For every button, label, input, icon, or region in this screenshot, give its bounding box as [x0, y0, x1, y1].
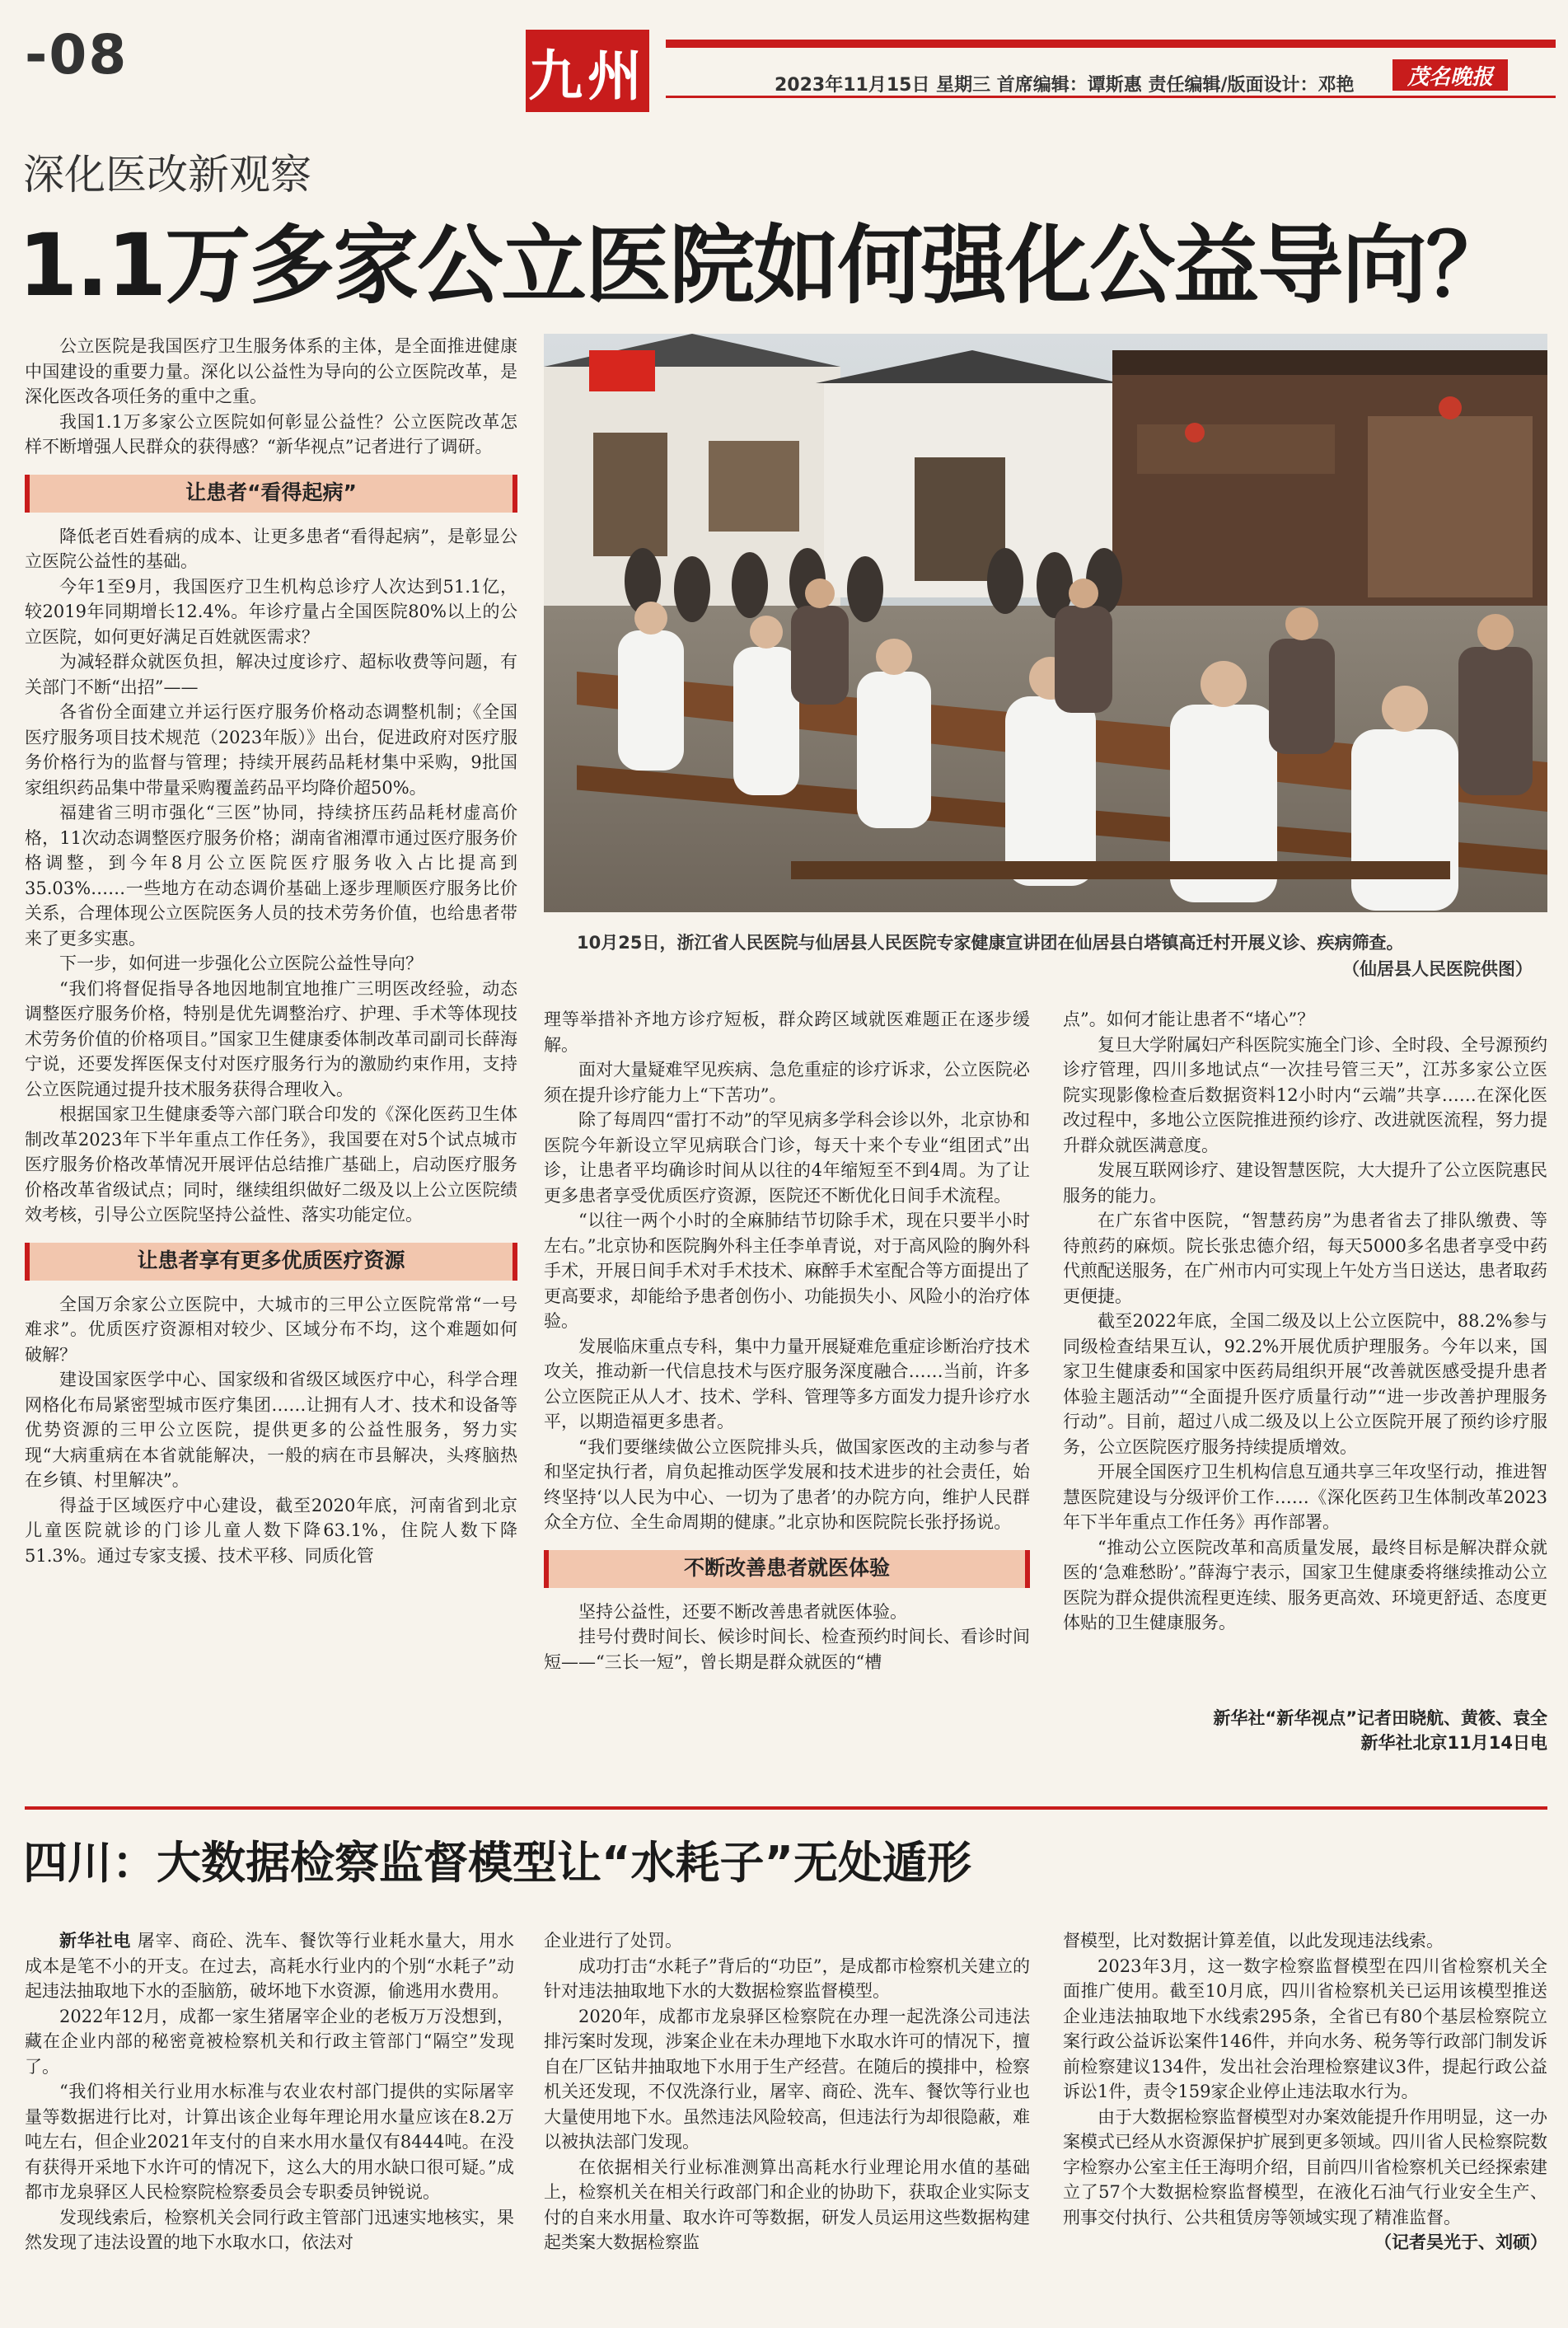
paragraph: 发展互联网诊疗、建设智慧医院，大大提升了公立医院惠民服务的能力。 — [1063, 1160, 1547, 1206]
paragraph: 由于大数据检察监督模型对办案效能提升作用明显，这一办案模式已经从水资源保护扩展到更多领域。四川省人民检察院数字检察办公室主任王海明介绍，目前四川省检察机关已经探索建立了57个大数据检察监督模型，在液化石油气行业安全生产、刑事交付执行、公共租赁房等领域实现了精准监督。 — [1063, 2106, 1547, 2227]
paragraph: 2023年3月，这一数字检察监督模型在四川省检察机关全面推广使用。截至10月底，四川省检察机关已运用该模型推送企业违法抽取地下水线索295条，全省已有80个基层检察院立案行政公益诉讼案件146件，并向水务、税务等行政部门制发诉前检察建议134件，发出社会治理检察建议3件，提起行政公益诉讼1件，责令159家企业停止违法取水行为。 — [1063, 1956, 1547, 2101]
paragraph: 发现线索后，检察机关会同行政主管部门迅速实地核实，果然发现了违法设置的地下水取水口，依法对 — [25, 2207, 514, 2252]
paragraph: 挂号付费时间长、候诊时间长、检查预约时间长、看诊时间短——“三长一短”，曾长期是群众就医的“槽 — [544, 1627, 1030, 1672]
paragraph: “推动公立医院改革和高质量发展，最终目标是解决群众就医的‘急难愁盼’。”薛海宁表示，国家卫生健康委将继续推动公立医院为群众提供流程更连续、服务更高效、环境更舒适、态度更体贴的卫生健康服务。 — [1063, 1537, 1547, 1632]
paragraph: 2022年12月，成都一家生猪屠宰企业的老板万万没想到，藏在企业内部的秘密竟被检察机关和行政主管部门“隔空”发现了。 — [25, 2006, 514, 2077]
header-info: 2023年11月15日 星期三 首席编辑：谭斯惠 责任编辑/版面设计：邓艳 — [775, 75, 1355, 96]
article2-column-1 — [25, 1928, 514, 2255]
paragraph: 下一步，如何进一步强化公立医院公益性导向？ — [59, 953, 423, 973]
page-number: -08 — [25, 23, 129, 87]
article-headline: 1.1万多家公立医院如何强化公益导向？ — [18, 215, 1510, 316]
subhead: 让患者“看得起病” — [25, 475, 517, 513]
article1-column-1 — [25, 334, 517, 1568]
header-rule — [666, 40, 1556, 48]
paragraph: 成功打击“水耗子”背后的“功臣”，是成都市检察机关建立的针对违法抽取地下水的大数据检察监督模型。 — [544, 1956, 1030, 2001]
paragraph: 发展临床重点专科，集中力量开展疑难危重症诊断治疗技术攻关，推动新一代信息技术与医疗服务深度融合……当前，许多公立医院正从人才、技术、学科、管理等多方面发力提升诊疗水平，以期造福更多患者。 — [544, 1336, 1030, 1431]
paragraph: 建设国家医学中心、国家级和省级区域医疗中心，科学合理网格化布局紧密型城市医疗集团……让拥有人才、技术和设备等优势资源的三甲公立医院，提供更多的公益性服务，努力实现“大病重病在本省就能解决，一般的病在市县解决，头疼脑热在乡镇、村里解决”。 — [25, 1370, 517, 1490]
header-rule-bottom — [666, 96, 1556, 98]
article-kicker: 深化医改新观察 — [23, 151, 311, 199]
caption-credit: （仙居县人民医院供图） — [1342, 959, 1533, 979]
dateline-lead: 新华社电 — [59, 1931, 132, 1951]
paragraph: 企业进行了处罚。 — [544, 1931, 682, 1951]
paragraph: 降低老百姓看病的成本、让更多患者“看得起病”，是彰显公立医院公益性的基础。 — [25, 526, 517, 571]
paragraph: “我们要继续做公立医院排头兵，做国家医改的主动参与者和坚定执行者，肩负起推动医学发展和技术进步的社会责任，始终坚持‘以人民为中心、一切为了患者’的办院方向，维护人民群众全方位、全生命周期的健康。”北京协和医院院长张抒扬说。 — [544, 1436, 1030, 1532]
paragraph: 督模型，比对数据计算差值，以此发现违法线索。 — [1063, 1931, 1444, 1951]
paragraph: “我们将相关行业用水标准与农业农村部门提供的实际屠宰量等数据进行比对，计算出该企业每年理论用水量应该在8.2万吨左右，但企业2021年支付的自来水用水量仅有8444吨。在没有获得开采地下水许可的情况下，这么大的用水缺口很可疑。”成都市龙泉驿区人民检察院检察委员会专职委员钟锐说。 — [25, 2082, 514, 2202]
article2-headline: 四川：大数据检察监督模型让“水耗子”无处遁形 — [23, 1837, 971, 1889]
paragraph: 复旦大学附属妇产科医院实施全门诊、全时段、全号源预约诊疗管理，四川多地试点“一次挂号管三天”，江苏多家公立医院实现影像检查后数据资料12小时内“云端”共享……在深化医改过程中，多地公立医院推进预约诊疗、改进就医流程，努力提升群众就医满意度。 — [1063, 1034, 1547, 1155]
article-divider — [25, 1806, 1547, 1810]
paragraph: 2020年，成都市龙泉驿区检察院在办理一起洗涤公司违法排污案时发现，涉案企业在未办理地下水取水许可的情况下，擅自在厂区钻井抽取地下水用于生产经营。在随后的摸排中，检察机关还发现，不仅洗涤行业，屠宰、商砼、洗车、餐饮等行业也大量使用地下水。虽然违法风险较高，但违法行为却很隐蔽，难以被执法部门发现。 — [544, 2006, 1030, 2152]
article2-column-3 — [1063, 1928, 1547, 2255]
subhead: 不断改善患者就医体验 — [544, 1550, 1030, 1588]
paragraph: “我们将督促指导各地因地制宜地推广三明医改经验，动态调整医疗服务价格，特别是优先调整治疗、护理、手术等体现技术劳务价值的价格项目。”国家卫生健康委体制改革司副司长薛海宁说，还要发挥医保支付对医疗服务行为的激励约束作用，支持公立医院通过提升技术服务获得合理收入。 — [25, 978, 517, 1099]
paragraph: 福建省三明市强化“三医”协同，持续挤压药品耗材虚高价格，11次动态调整医疗服务价格；湖南省湘潭市通过医疗服务价格调整，到今年8月公立医院医疗服务收入占比提高到35.03%……一些地方在动态调价基础上逐步理顺医疗服务比价关系，合理体现公立医院医务人员的技术劳务价值，也给患者带来了更多实惠。 — [25, 803, 517, 949]
article2-column-2 — [544, 1928, 1030, 2255]
subhead: 让患者享有更多优质医疗资源 — [25, 1243, 517, 1281]
paragraph: 我国1.1万多家公立医院如何彰显公益性？公立医院改革怎样不断增强人民群众的获得感？“新华视点”记者进行了调研。 — [25, 411, 517, 457]
byline-reporters: 新华社“新华视点”记者田晓航、黄筱、袁全 — [1213, 1708, 1547, 1728]
paragraph: 在依据相关行业标准测算出高耗水行业理论用水值的基础上，检察机关在相关行政部门和企业的协助下，获取企业实际支付的自来水用量、取水许可等数据，研发人员运用这些数据构建起类案大数据检察监 — [544, 2157, 1030, 2252]
article1-column-2 — [544, 1007, 1030, 1675]
paragraph: 截至2022年底，全国二级及以上公立医院中，88.2%参与同级检查结果互认，92.2%开展优质护理服务。今年以来，国家卫生健康委和国家中医药局组织开展“改善就医感受提升患者体验主题活动”“全面提升医疗质量行动”“进一步改善护理服务行动”。目前，超过八成二级及以上公立医院开展了预约诊疗服务，公立医院医疗服务持续提质增效。 — [1063, 1311, 1547, 1457]
paragraph: 公立医院是我国医疗卫生服务体系的主体，是全面推进健康中国建设的重要力量。深化以公益性为导向的公立医院改革，是深化医改各项任务的重中之重。 — [25, 336, 517, 406]
article2-byline: （记者吴光于、刘硕） — [1374, 2232, 1547, 2252]
paragraph: 根据国家卫生健康委等六部门联合印发的《深化医药卫生体制改革2023年下半年重点工作任务》，我国要在对5个试点城市医疗服务价格改革情况开展评估总结推广基础上，启动医疗服务价格改革省级试点；同时，继续组织做好二级及以上公立医院绩效考核，引导公立医院坚持公益性、落实功能定位。 — [25, 1104, 517, 1225]
paragraph: 除了每周四“雷打不动”的罕见病多学科会诊以外，北京协和医院今年新设立罕见病联合门诊，每天十来个专业“组团式”出诊，让患者平均确诊时间从以往的4年缩短至不到4周。为了让更多患者享受优质医疗资源，医院还不断优化日间手术流程。 — [544, 1110, 1030, 1206]
paragraph: 为减轻群众就医负担，解决过度诊疗、超标收费等问题，有关部门不断“出招”—— — [25, 652, 517, 697]
paragraph: 全国万余家公立医院中，大城市的三甲公立医院常常“一号难求”。优质医疗资源相对较少、区域分布不均，这个难题如何破解？ — [25, 1294, 517, 1365]
paragraph-text: 屠宰、商砼、洗车、餐饮等行业耗水量大，用水成本是笔不小的开支。在过去，高耗水行业内的个别“水耗子”动起违法抽取地下水的歪脑筋，破坏地下水资源，偷逃用水费用。 — [25, 1931, 514, 2001]
paragraph: 今年1至9月，我国医疗卫生机构总诊疗人次达到51.1亿，较2019年同期增长12.4%。年诊疗量占全国医院80%以上的公立医院，如何更好满足百姓就医需求？ — [25, 576, 517, 647]
photo-caption — [577, 930, 1533, 982]
article-byline — [1063, 1706, 1547, 1755]
paragraph: 面对大量疑难罕见疾病、急危重症的诊疗诉求，公立医院必须在提升诊疗能力上“下苦功”。 — [544, 1060, 1030, 1105]
paragraph: “以往一两个小时的全麻肺结节切除手术，现在只要半小时左右。”北京协和医院胸外科主任李单青说，对于高风险的胸外科手术，开展日间手术对手术技术、麻醉手术室配合等方面提出了更高要求，却能给予患者创伤小、功能损失小、风险小的治疗体验。 — [544, 1211, 1030, 1331]
paragraph: 点”。如何才能让患者不“堵心”？ — [1063, 1009, 1315, 1029]
news-photo — [544, 334, 1547, 912]
caption-text: 10月25日，浙江省人民医院与仙居县人民医院专家健康宣讲团在仙居县白塔镇高迁村开展义诊、疾病筛查。 — [577, 933, 1404, 953]
paragraph — [25, 1928, 514, 2004]
paragraph: 各省份全面建立并运行医疗服务价格动态调整机制；《全国医疗服务项目技术规范（2023年版）》出台，促进政府对医疗服务价格行为的监督与管理；持续开展药品耗材集中采购，9批国家组织药品集中带量采购覆盖药品平均降价超50%。 — [25, 702, 517, 798]
paragraph: 在广东省中医院，“智慧药房”为患者省去了排队缴费、等待煎药的麻烦。院长张忠德介绍，每天5000多名患者享受中药代煎配送服务，在广州市内可实现上午处方当日送达，患者取药更便捷。 — [1063, 1211, 1547, 1306]
outdoor-clinic-photo-icon — [544, 334, 1547, 912]
article1-column-3 — [1063, 1007, 1547, 1636]
paragraph: 坚持公益性，还要不断改善患者就医体验。 — [578, 1601, 907, 1622]
paragraph: 开展全国医疗卫生机构信息互通共享三年攻坚行动，推进智慧医院建设与分级评价工作……《深化医药卫生体制改革2023年下半年重点工作任务》再作部署。 — [1063, 1462, 1547, 1532]
section-title: 九州 — [526, 30, 649, 112]
paragraph: 得益于区域医疗中心建设，截至2020年底，河南省到北京儿童医院就诊的门诊儿童人数下降63.1%，住院人数下降51.3%。通过专家支援、技术平移、同质化管 — [25, 1495, 517, 1566]
newspaper-logo: 茂名晚报 — [1392, 59, 1508, 91]
byline-dateline: 新华社北京11月14日电 — [1360, 1733, 1547, 1753]
paragraph: 理等举措补齐地方诊疗短板，群众跨区域就医难题正在逐步缓解。 — [544, 1009, 1030, 1055]
